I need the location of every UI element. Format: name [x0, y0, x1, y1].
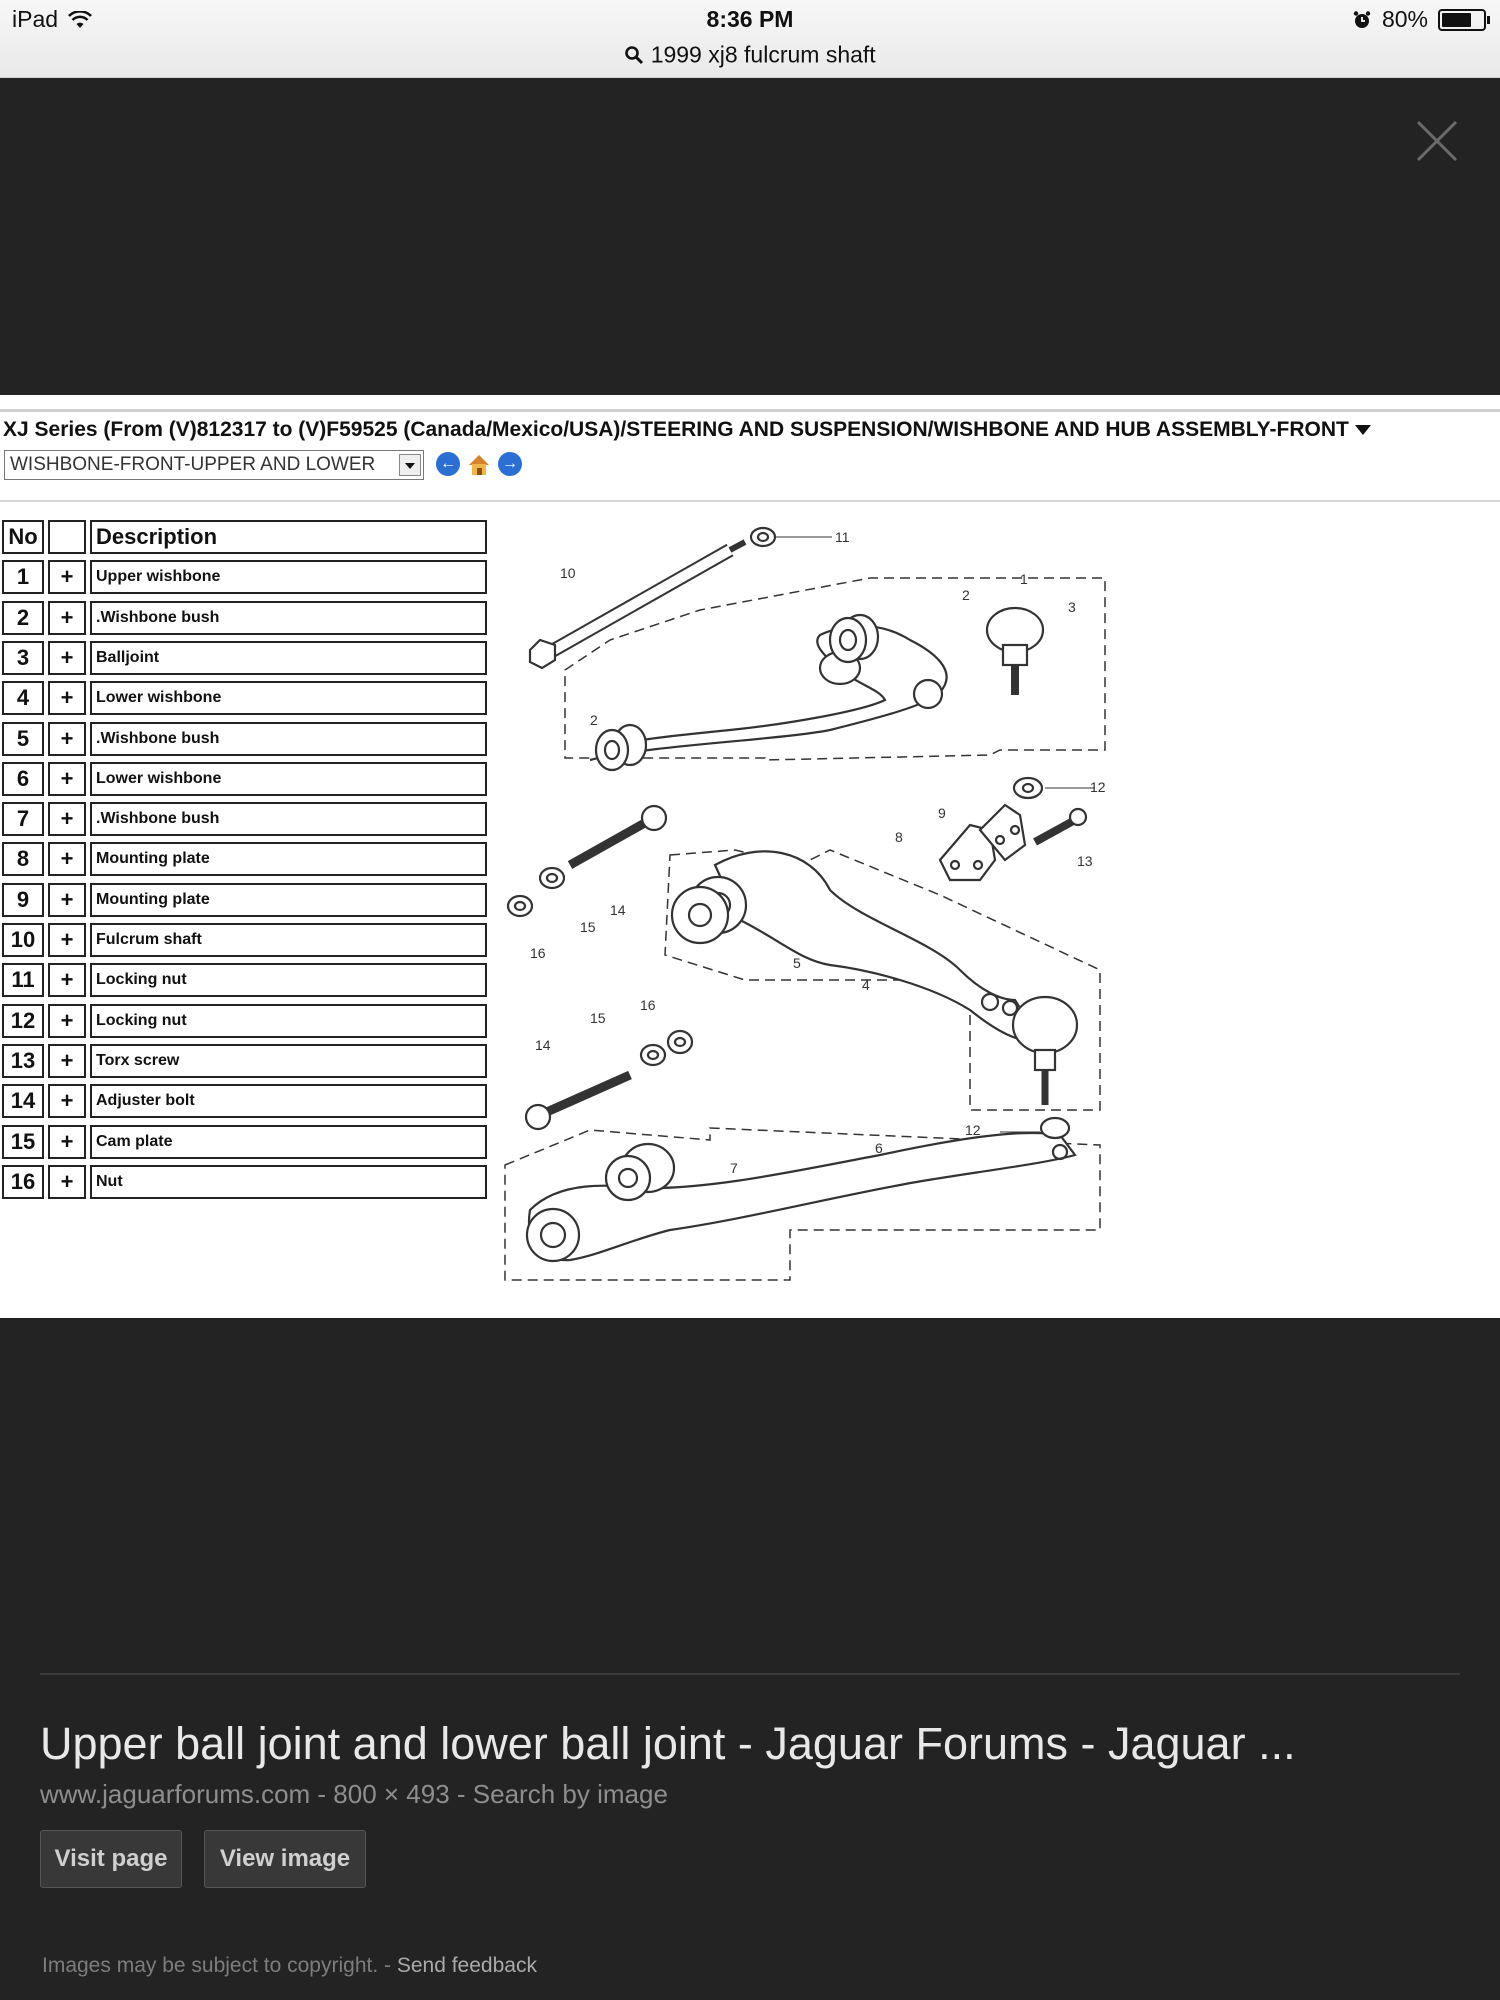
add-part-button[interactable]: + — [48, 923, 86, 957]
part-number: 9 — [2, 883, 44, 917]
part-number: 5 — [2, 722, 44, 756]
svg-text:12: 12 — [965, 1122, 981, 1138]
part-number: 15 — [2, 1125, 44, 1159]
copyright-notice: Images may be subject to copyright. — [42, 1954, 379, 1977]
add-part-button[interactable]: + — [48, 842, 86, 876]
part-description: Lower wishbone — [90, 762, 487, 796]
svg-text:4: 4 — [862, 977, 870, 993]
device-label: iPad — [12, 6, 59, 32]
part-number: 1 — [2, 560, 44, 594]
part-number: 2 — [2, 601, 44, 635]
part-description: Fulcrum shaft — [90, 923, 487, 957]
svg-text:14: 14 — [535, 1037, 551, 1053]
svg-text:16: 16 — [530, 945, 546, 961]
parts-diagram — [500, 520, 1110, 1300]
svg-text:2: 2 — [590, 712, 598, 728]
group-select[interactable] — [4, 450, 424, 480]
part-description: Upper wishbone — [90, 560, 487, 594]
part-description: Locking nut — [90, 963, 487, 997]
search-bar[interactable] — [0, 40, 1500, 68]
part-description: Locking nut — [90, 1004, 487, 1038]
add-part-button[interactable]: + — [48, 1044, 86, 1078]
part-description: Lower wishbone — [90, 681, 487, 715]
svg-text:3: 3 — [1068, 599, 1076, 615]
svg-text:5: 5 — [793, 955, 801, 971]
part-number: 7 — [2, 802, 44, 836]
home-icon[interactable] — [466, 452, 492, 478]
close-icon[interactable] — [1414, 118, 1460, 164]
part-description: Mounting plate — [90, 842, 487, 876]
header-action — [48, 520, 86, 554]
alarm-icon — [1352, 10, 1372, 30]
svg-text:15: 15 — [580, 919, 596, 935]
result-title[interactable]: Upper ball joint and lower ball joint - Jaguar Forums - Jaguar ... — [40, 1718, 1296, 1769]
svg-text:10: 10 — [560, 565, 576, 581]
part-number: 14 — [2, 1084, 44, 1118]
svg-text:11: 11 — [835, 529, 850, 545]
add-part-button[interactable]: + — [48, 802, 86, 836]
part-number: 16 — [2, 1165, 44, 1199]
svg-text:1: 1 — [1020, 571, 1028, 587]
battery-icon — [1438, 9, 1486, 31]
search-icon — [624, 45, 644, 65]
part-number: 6 — [2, 762, 44, 796]
separator — [40, 1673, 1460, 1675]
add-part-button[interactable]: + — [48, 601, 86, 635]
battery-percent: 80% — [1381, 6, 1428, 32]
part-number: 4 — [2, 681, 44, 715]
add-part-button[interactable]: + — [48, 681, 86, 715]
add-part-button[interactable]: + — [48, 762, 86, 796]
footer — [42, 1954, 537, 1978]
search-query: 1999 xj8 fulcrum shaft — [650, 41, 876, 68]
part-description: .Wishbone bush — [90, 802, 487, 836]
send-feedback-link[interactable]: Send feedback — [396, 1954, 537, 1977]
add-part-button[interactable]: + — [48, 963, 86, 997]
status-bar — [0, 0, 1500, 78]
svg-text:9: 9 — [938, 805, 946, 821]
add-part-button[interactable]: + — [48, 1125, 86, 1159]
svg-text:15: 15 — [590, 1010, 606, 1026]
breadcrumb-text: XJ Series (From (V)812317 to (V)F59525 (Canada/Mexico/USA)/STEERING AND SUSPENSION/WISHBONE AND HUB ASSEMBLY-FRONT — [3, 418, 1349, 441]
group-select-value: WISHBONE-FRONT-UPPER AND LOWER — [10, 454, 376, 475]
part-description: Adjuster bolt — [90, 1084, 487, 1118]
footer-separator: - — [378, 1954, 397, 1977]
part-number: 8 — [2, 842, 44, 876]
clock: 8:36 PM — [706, 6, 794, 32]
part-number: 3 — [2, 641, 44, 675]
add-part-button[interactable]: + — [48, 1004, 86, 1038]
add-part-button[interactable]: + — [48, 1084, 86, 1118]
header-no: No — [2, 520, 44, 554]
part-description: Torx screw — [90, 1044, 487, 1078]
battery-fill — [1442, 13, 1471, 27]
caret-down-icon[interactable] — [1355, 425, 1371, 435]
svg-text:8: 8 — [895, 829, 903, 845]
part-number: 13 — [2, 1044, 44, 1078]
header-description: Description — [90, 520, 487, 554]
chevron-down-icon[interactable] — [399, 454, 421, 476]
svg-text:16: 16 — [640, 997, 656, 1013]
part-number: 11 — [2, 963, 44, 997]
svg-text:13: 13 — [1077, 853, 1093, 869]
svg-text:7: 7 — [730, 1160, 738, 1176]
add-part-button[interactable]: + — [48, 722, 86, 756]
svg-text:12: 12 — [1090, 779, 1106, 795]
add-part-button[interactable]: + — [48, 1165, 86, 1199]
nav-icons — [436, 452, 522, 478]
svg-text:14: 14 — [610, 902, 626, 918]
part-description: Cam plate — [90, 1125, 487, 1159]
result-meta: www.jaguarforums.com - 800 × 493 - Search by image — [40, 1779, 668, 1809]
part-description: .Wishbone bush — [90, 722, 487, 756]
add-part-button[interactable]: + — [48, 641, 86, 675]
view-image-button[interactable]: View image — [204, 1830, 366, 1888]
part-number: 10 — [2, 923, 44, 957]
add-part-button[interactable]: + — [48, 883, 86, 917]
add-part-button[interactable]: + — [48, 560, 86, 594]
svg-text:6: 6 — [875, 1140, 883, 1156]
svg-text:2: 2 — [962, 587, 970, 603]
part-description: Nut — [90, 1165, 487, 1199]
status-right — [1352, 6, 1486, 33]
part-description: .Wishbone bush — [90, 601, 487, 635]
forward-arrow-icon[interactable]: → — [498, 452, 522, 476]
part-number: 12 — [2, 1004, 44, 1038]
back-arrow-icon[interactable]: ← — [436, 452, 460, 476]
part-description: Mounting plate — [90, 883, 487, 917]
breadcrumb[interactable] — [3, 418, 1371, 442]
part-description: Balljoint — [90, 641, 487, 675]
visit-page-button[interactable]: Visit page — [40, 1830, 182, 1888]
image-preview[interactable] — [0, 395, 1500, 1318]
